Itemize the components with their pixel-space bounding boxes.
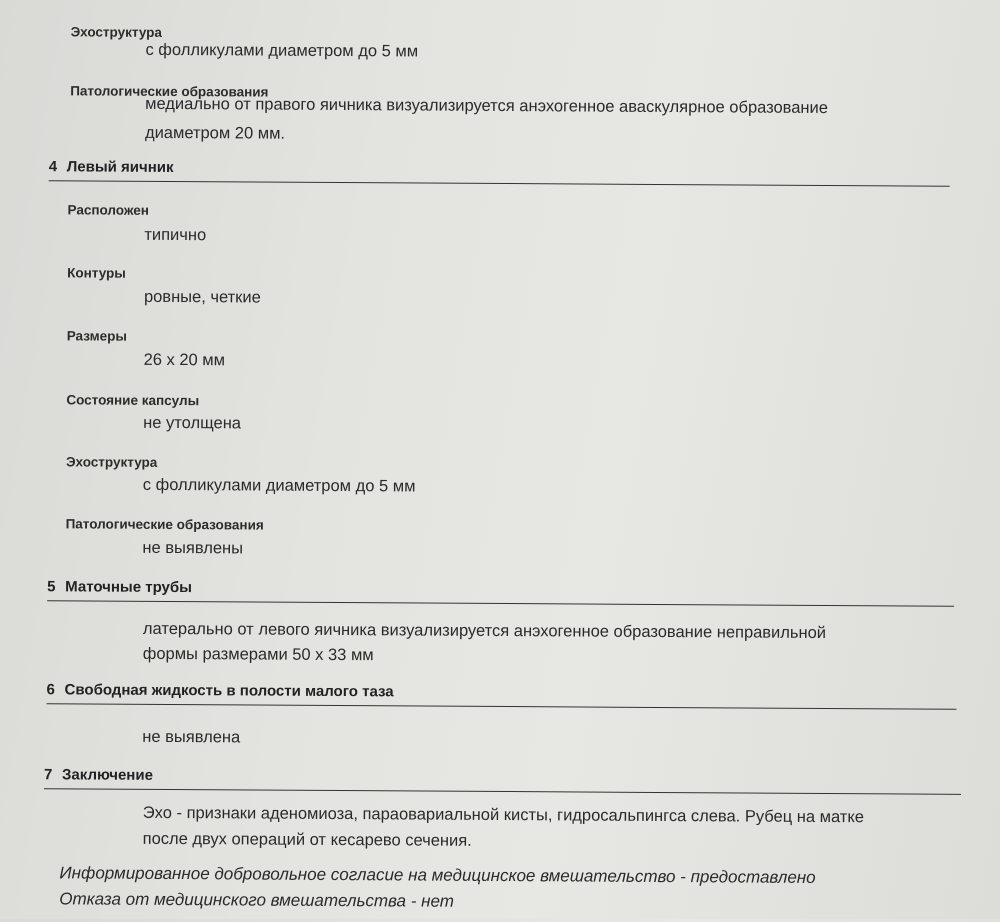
left-ovary-contours-label: Контуры — [67, 265, 126, 281]
left-ovary-size-value: 26 х 20 мм — [143, 350, 226, 370]
left-ovary-capsule-label: Состояние капсулы — [66, 392, 200, 409]
left-ovary-pathology-label: Патологические образования — [65, 516, 264, 533]
right-ovary-pathology-line2: диаметром 20 мм. — [144, 123, 286, 143]
right-ovary-pathology-line1: медиально от правого яичника визуализируется анэхогенное аваскулярное образование — [145, 94, 829, 117]
right-ovary-echostructure-label: Эхоструктура — [70, 24, 162, 40]
left-ovary-size-label: Размеры — [66, 328, 127, 344]
conclusion-line1: Эхо - признаки аденомиоза, параовариальной кисты, гидросальпингса слева. Рубец на матке — [142, 803, 865, 827]
right-ovary-pathology-label: Патологические образования — [70, 83, 269, 100]
section-title: Маточные трубы — [65, 578, 193, 597]
right-ovary-echostructure-value: с фолликулами диаметром до 5 мм — [145, 40, 419, 61]
left-ovary-capsule-value: не утолщена — [143, 413, 242, 433]
left-ovary-location-value: типично — [144, 225, 207, 245]
consent-statement: Информированное добровольное согласие на медицинское вмешательство - предоставлено — [59, 863, 816, 887]
left-ovary-contours-value: ровные, четкие — [143, 287, 261, 307]
conclusion-line2: после двух операций от кесарево сечения. — [142, 829, 472, 850]
section-number: 6 — [46, 681, 55, 699]
section-title: Свободная жидкость в полости малого таза — [64, 681, 394, 701]
section-number: 4 — [48, 158, 58, 176]
refusal-statement: Отказа от медицинского вмешательства - нет — [59, 889, 454, 911]
section-title: Левый яичник — [66, 158, 174, 177]
free-fluid-value: не выявлена — [142, 727, 241, 747]
section-left-ovary — [49, 158, 950, 187]
left-ovary-echostructure-label: Эхоструктура — [65, 454, 158, 470]
tubes-line2: формы размерами 50 х 33 мм — [142, 644, 374, 665]
section-number: 7 — [44, 766, 53, 784]
section-number: 5 — [47, 578, 56, 596]
section-free-fluid — [46, 681, 956, 710]
section-conclusion — [44, 766, 961, 795]
left-ovary-location-label: Расположен — [67, 202, 149, 218]
left-ovary-pathology-value: не выявлены — [142, 538, 244, 558]
section-title: Заключение — [62, 766, 153, 784]
section-fallopian-tubes — [47, 578, 954, 607]
left-ovary-echostructure-value: с фолликулами диаметром до 5 мм — [142, 475, 416, 496]
tubes-line1: латерально от левого яичника визуализируется анэхогенное образование неправильной — [142, 619, 827, 642]
